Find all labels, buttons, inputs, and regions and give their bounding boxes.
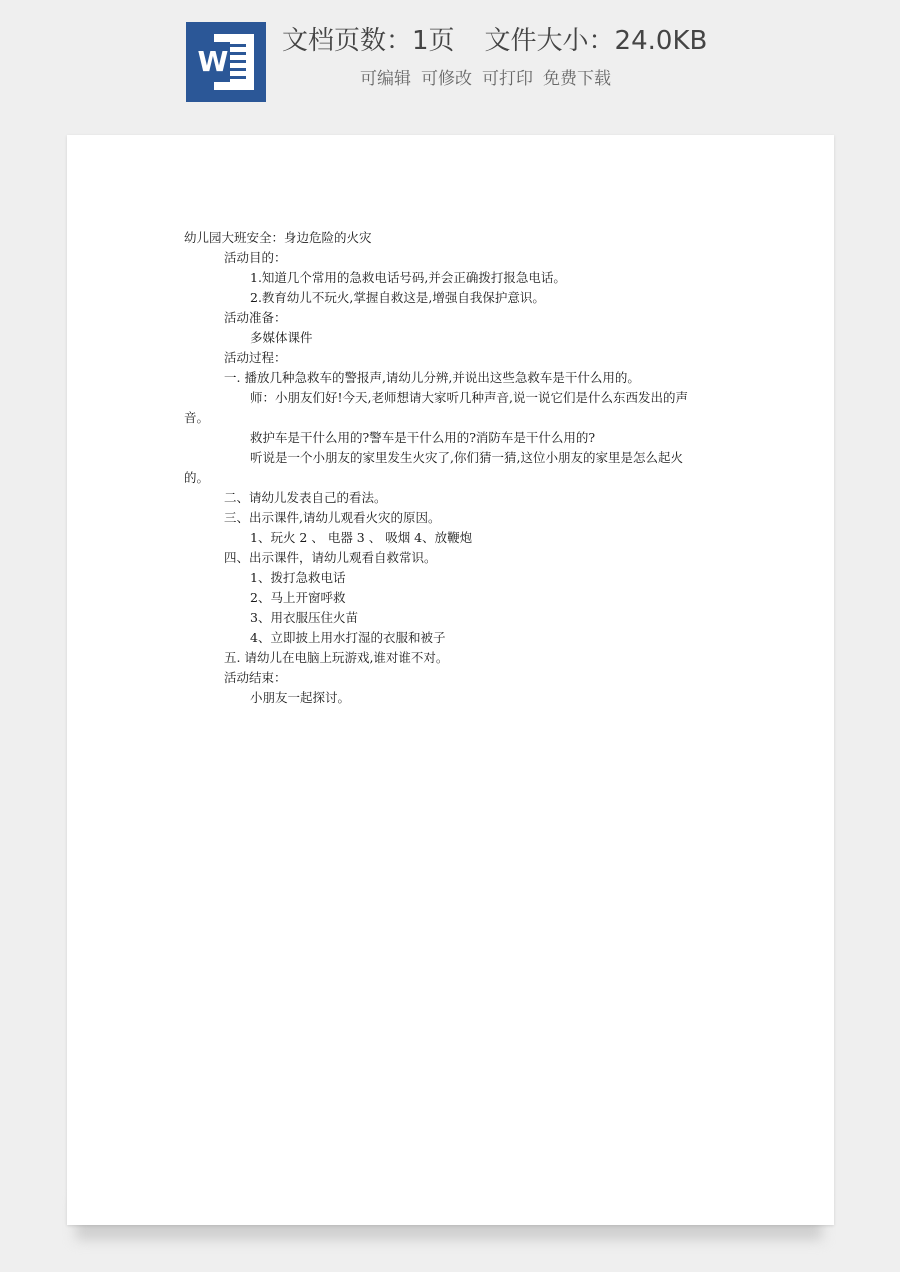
- document-line-text: 二、请幼儿发表自己的看法。: [224, 490, 387, 505]
- document-page: [67, 135, 834, 1225]
- document-line-text: 1.知道几个常用的急救电话号码,并会正确拨打报急电话。: [250, 270, 566, 285]
- document-line-text: 救护车是干什么用的?警车是干什么用的?消防车是干什么用的?: [250, 430, 596, 445]
- document-line-text: 音。: [184, 410, 210, 425]
- document-title: 幼儿园大班安全：身边危险的火灾: [184, 230, 372, 245]
- document-line-text: 五. 请幼儿在电脑上玩游戏,谁对谁不对。: [224, 650, 449, 665]
- feature-list: [360, 66, 611, 92]
- file-size-label: 文件大小：24.0KB: [484, 26, 708, 56]
- document-line-text: 4、立即披上用水打湿的衣服和被子: [250, 630, 446, 645]
- feature-editable: 可编辑: [360, 69, 411, 89]
- document-line-text: 1、玩火 2 、 电器 3 、 吸烟 4、放鞭炮: [250, 530, 473, 545]
- document-line-text: 2、马上开窗呼救: [250, 590, 346, 605]
- document-line-text: 三、出示课件,请幼儿观看火灾的原因。: [224, 510, 441, 525]
- feature-printable: 可打印: [482, 69, 533, 89]
- word-document-icon: [186, 22, 266, 102]
- download-header: [0, 0, 900, 120]
- page-count-label: 文档页数：1页: [282, 26, 455, 56]
- feature-modifiable: 可修改: [421, 69, 472, 89]
- word-letter: W: [196, 42, 230, 82]
- document-line-text: 活动结束：: [224, 670, 287, 685]
- document-line-text: 1、拨打急救电话: [250, 570, 346, 585]
- document-line-text: 师：小朋友们好!今天,老师想请大家听几种声音,说一说它们是什么东西发出的声: [250, 390, 688, 405]
- file-info-title: [282, 22, 707, 60]
- document-line-text: 3、用衣服压住火苗: [250, 610, 358, 625]
- document-line-text: 一. 播放几种急救车的警报声,请幼儿分辨,并说出这些急救车是干什么用的。: [224, 370, 640, 385]
- document-line-text: 的。: [184, 470, 210, 485]
- document-lines: [184, 248, 729, 708]
- document-line-text: 活动过程：: [224, 350, 287, 365]
- document-line-text: 四、出示课件，请幼儿观看自救常识。: [224, 550, 437, 565]
- document-line-text: 听说是一个小朋友的家里发生火灾了,你们猜一猜,这位小朋友的家里是怎么起火: [250, 450, 683, 465]
- document-body: [184, 228, 729, 708]
- feature-free-download: 免费下载: [543, 69, 611, 89]
- document-line-text: 小朋友一起探讨。: [250, 690, 351, 705]
- document-line-text: 活动准备：: [224, 310, 287, 325]
- document-line-text: 2.教育幼儿不玩火,掌握自救这是,增强自我保护意识。: [250, 290, 545, 305]
- document-line-text: 多媒体课件: [250, 330, 313, 345]
- document-line-text: 活动目的：: [224, 250, 287, 265]
